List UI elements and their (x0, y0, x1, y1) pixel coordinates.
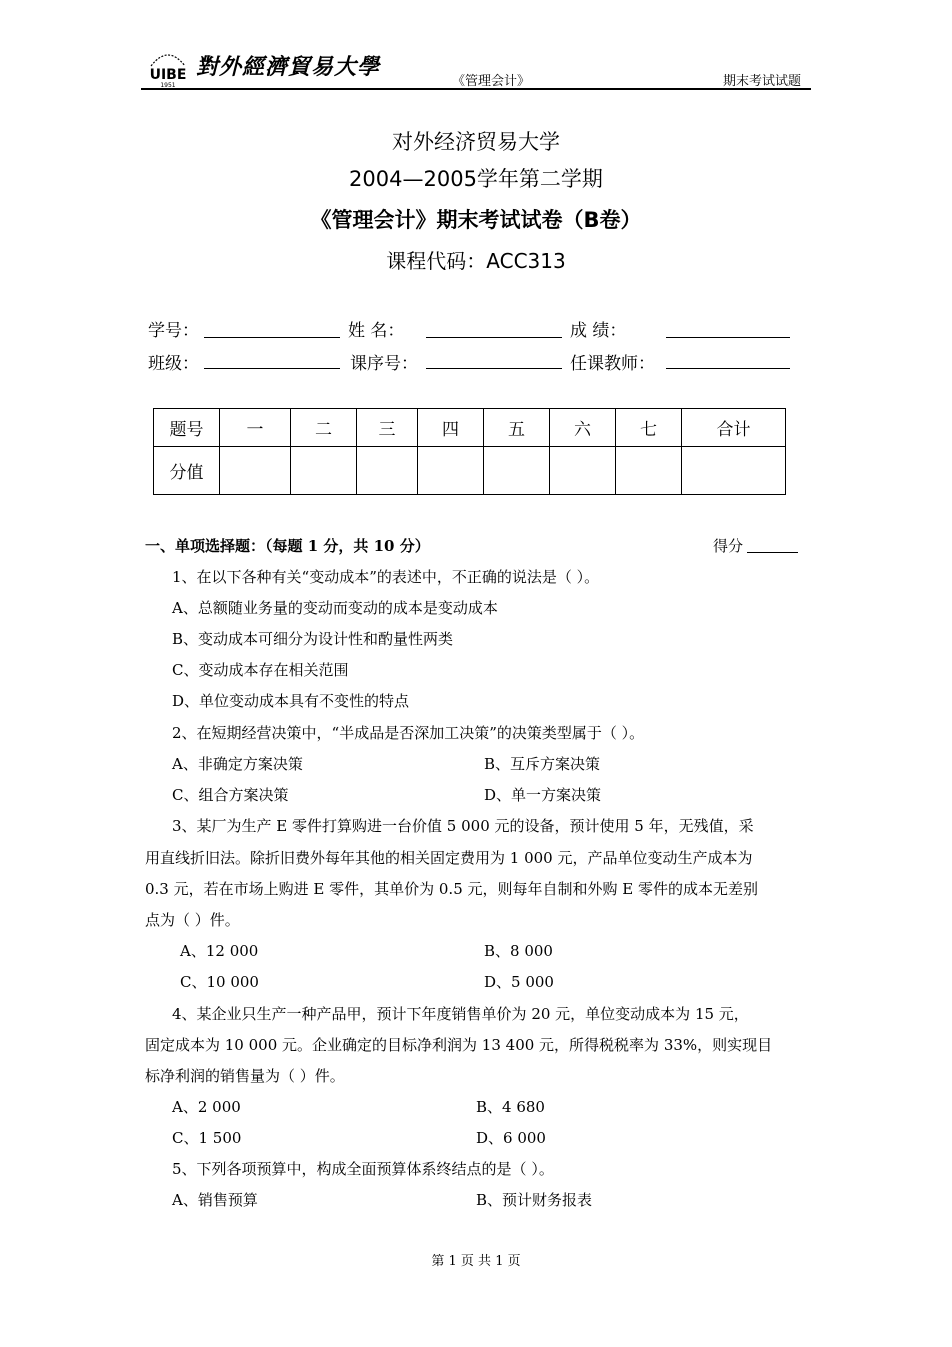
header-cell: 六 (550, 409, 616, 447)
q5-option-a: A、销售预算 (172, 1191, 258, 1209)
q3-stem-line4: 点为（ ）件。 (145, 911, 240, 929)
teacher-line[interactable] (666, 368, 790, 369)
title-course-code: 课程代码：ACC313 (386, 249, 566, 273)
q3-option-d: D、5 000 (484, 973, 554, 991)
score-table (153, 408, 786, 495)
grade-label: 成 绩： (570, 321, 627, 341)
header-cell: 二 (291, 409, 357, 447)
university-logo (145, 46, 191, 88)
q3-stem-line1: 3、某厂为生产 E 零件打算购进一台价值 5 000 元的设备，预计使用 5 年，无残值，采 (172, 817, 754, 835)
q3-option-a: A、12 000 (180, 942, 259, 960)
name-label: 姓 名： (348, 321, 405, 341)
q4-option-c: C、1 500 (172, 1129, 242, 1147)
title-term: 2004—2005学年第二学期 (349, 167, 603, 191)
q3-stem-line2: 用直线折旧法。除折旧费外每年其他的相关固定费用为 1 000 元，产品单位变动生产成本为 (145, 849, 753, 867)
q3-option-b: B、8 000 (484, 942, 553, 960)
class-line[interactable] (204, 368, 340, 369)
score-cell[interactable] (357, 447, 418, 495)
name-line[interactable] (426, 337, 562, 338)
q4-option-a: A、2 000 (172, 1098, 241, 1116)
q1-stem: 1、在以下各种有关“变动成本”的表述中，不正确的说法是（ ）。 (172, 568, 600, 586)
teacher-label: 任课教师： (570, 354, 655, 374)
serial-label: 课序号： (350, 354, 418, 374)
grade-line[interactable] (666, 337, 790, 338)
score-cell-total[interactable] (682, 447, 786, 495)
header-cell-total: 合计 (682, 409, 786, 447)
title-exam: 《管理会计》期末考试试卷（B卷） (310, 208, 642, 232)
q4-option-b: B、4 680 (476, 1098, 545, 1116)
score-table-value-row (154, 447, 786, 495)
q2-option-a: A、非确定方案决策 (172, 755, 303, 773)
header-cell: 五 (484, 409, 550, 447)
section1-score-label: 得分 (713, 537, 744, 555)
score-cell[interactable] (220, 447, 291, 495)
q3-option-c: C、10 000 (180, 973, 259, 991)
serial-line[interactable] (426, 368, 562, 369)
q4-stem-line2: 固定成本为 10 000 元。企业确定的目标净利润为 13 400 元，所得税税率为 33%，则实现目 (145, 1036, 773, 1054)
student-id-label: 学号： (148, 321, 199, 341)
row-label-score: 分值 (154, 447, 220, 495)
q1-option-c: C、变动成本存在相关范围 (172, 661, 349, 679)
header-cell: 七 (616, 409, 682, 447)
q1-option-d: D、单位变动成本具有不变性的特点 (172, 692, 410, 710)
logo-text: UIBE (149, 67, 187, 83)
q5-option-b: B、预计财务报表 (476, 1191, 593, 1209)
q4-stem-line3: 标净利润的销售量为（ ）件。 (145, 1067, 345, 1085)
q4-stem-line1: 4、某企业只生产一种产品甲，预计下年度销售单价为 20 元，单位变动成本为 15 元， (172, 1005, 749, 1023)
header-cell: 一 (220, 409, 291, 447)
class-label: 班级： (148, 354, 199, 374)
logo-year: 1951 (160, 82, 176, 88)
row-label-question-no: 题号 (154, 409, 220, 447)
title-university: 对外经济贸易大学 (392, 130, 560, 154)
score-cell[interactable] (291, 447, 357, 495)
header-cell: 三 (357, 409, 418, 447)
q2-option-c: C、组合方案决策 (172, 786, 289, 804)
score-cell[interactable] (418, 447, 484, 495)
q1-option-b: B、变动成本可细分为设计性和酌量性两类 (172, 630, 454, 648)
q2-option-d: D、单一方案决策 (484, 786, 602, 804)
university-script-name: 對外經濟貿易大學 (196, 54, 381, 80)
header-cell: 四 (418, 409, 484, 447)
page-footer: 第 1 页 共 1 页 (431, 1254, 521, 1269)
q4-option-d: D、6 000 (476, 1129, 546, 1147)
header-exam-type: 期末考试试题 (723, 74, 802, 89)
student-id-line[interactable] (204, 337, 340, 338)
q2-option-b: B、互斥方案决策 (484, 755, 601, 773)
q1-option-a: A、总额随业务量的变动而变动的成本是变动成本 (172, 599, 498, 617)
score-cell[interactable] (616, 447, 682, 495)
q3-stem-line3: 0.3 元，若在市场上购进 E 零件，其单价为 0.5 元，则每年自制和外购 E 零件的成本无差别 (145, 880, 758, 898)
score-table-header-row (154, 409, 786, 447)
header-divider (141, 88, 811, 90)
q5-stem: 5、下列各项预算中，构成全面预算体系终结点的是（ ）。 (172, 1160, 554, 1178)
score-cell[interactable] (550, 447, 616, 495)
score-cell[interactable] (484, 447, 550, 495)
q2-stem: 2、在短期经营决策中，“半成品是否深加工决策”的决策类型属于（ ）。 (172, 724, 645, 742)
section1-score-line[interactable] (747, 552, 798, 553)
header-course: 《管理会计》 (452, 74, 531, 89)
section1-title: 一、单项选择题：（每题 1 分，共 10 分） (145, 537, 430, 555)
